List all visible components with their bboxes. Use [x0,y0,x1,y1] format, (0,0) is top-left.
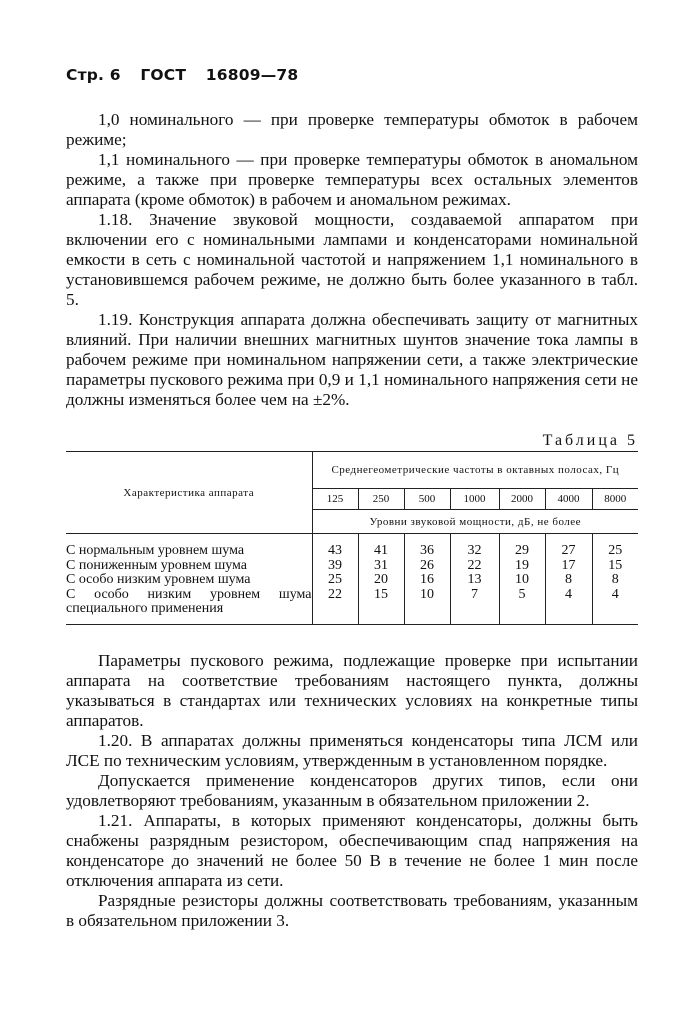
values-column-125 [312,534,358,625]
value: 5 [518,586,526,602]
value: 10 [420,586,434,602]
paragraph: Разрядные резисторы должны соответствовать требованиям, указанным в обязательном приложении 3. [66,891,638,930]
frequency-cell: 1000 [450,489,499,510]
row-label: С особо низким уровнем шума специального применения [66,586,312,616]
value: 22 [328,586,342,602]
values-column-500 [404,534,450,625]
paragraph: 1,1 номинального — при проверке температуры обмоток в аномальном режиме, а также при проверке температуры всех остальных элементов аппарата (кроме обмоток) в рабочем и аномальном режимах. [66,150,638,209]
frequency-cell: 4000 [545,489,592,510]
value: 19 [515,557,529,573]
value: 10 [515,572,529,587]
table-header-characteristic: Характеристика аппарата [66,452,312,534]
values-column-1000 [450,534,499,625]
value: 15 [374,586,388,602]
values-column-2000 [499,534,545,625]
value: 25 [608,543,623,558]
page-number: Стр. 6 [66,66,121,84]
value: 32 [467,543,482,558]
standard-number: 16809—78 [205,66,299,84]
value: 26 [420,557,434,573]
paragraph: 1.18. Значение звуковой мощности, создаваемой аппаратом при включении его с номинальными лампами и конденсаторами номинальной емкости в сеть с номинальной частотой и напряжением 1,1 номинального в установившемся рабочем режиме, не должно быть более указанного в табл. 5. [66,210,638,309]
value: 15 [608,557,623,573]
value: 8 [565,572,572,587]
value: 43 [328,543,342,558]
frequency-cell: 125 [312,489,358,510]
paragraph: Допускается применение конденсаторов других типов, если они удовлетворяют требованиям, указанным в обязательном приложении 2. [66,771,638,810]
values-column-4000 [545,534,592,625]
table-header-units: Уровни звуковой мощности, дБ, не более [312,510,638,534]
paragraph: 1.20. В аппаратах должны применяться конденсаторы типа ЛСМ или ЛСЕ по техническим условиям, утвержденным в установленном порядке. [66,731,638,770]
frequency-cell: 2000 [499,489,545,510]
value: 16 [420,572,434,587]
value: 41 [374,543,388,558]
paragraph: 1,0 номинального — при проверке температуры обмоток в рабочем режиме; [66,110,638,149]
paragraph: 1.19. Конструкция аппарата должна обеспечивать защиту от магнитных влияний. При наличии внешних магнитных шунтов значение тока лампы в рабочем режиме при номинальном напряжении сети, а также электрические параметры пускового режима при 0,9 и 1,1 номинального напряжения сети не должны изменяться более чем на ±2%. [66,310,638,409]
values-column-8000 [592,534,638,625]
value: 13 [467,572,482,587]
frequency-cell: 8000 [592,489,638,510]
value: 25 [328,572,342,587]
standard-name: ГОСТ [140,66,187,84]
value: 4 [565,586,572,602]
value: 4 [611,586,619,602]
value: 8 [611,572,619,587]
row-label: С особо низким уровнем шума [66,572,251,587]
page-header [66,66,298,84]
body-text-top [66,110,638,410]
value: 7 [471,586,478,602]
paragraph: Параметры пускового режима, подлежащие проверке при испытании аппарата на соответствие требованиям настоящего пункта, должны указываться в стандартах или технических условиях на конкретные типы аппаратов. [66,651,638,730]
value: 20 [374,572,388,587]
frequency-cell: 250 [358,489,404,510]
row-label: С пониженным уровнем шума [66,557,248,573]
row-labels-cell [66,534,312,625]
value: 31 [374,557,388,573]
value: 27 [561,543,576,558]
row-label: С нормальным уровнем шума [66,543,245,558]
sound-power-table [66,451,638,625]
table-caption: Таблица 5 [542,432,638,449]
values-column-250 [358,534,404,625]
value: 29 [515,543,529,558]
value: 22 [467,557,482,573]
value: 36 [420,543,434,558]
table-header-frequencies: Среднегеометрические частоты в октавных полосах, Гц [312,452,638,489]
frequency-cell: 500 [404,489,450,510]
paragraph: 1.21. Аппараты, в которых применяют конденсаторы, должны быть снабжены разрядным резистором, обеспечивающим спад напряжения на конденсаторе до значений не более 50 В в течение не более 1 мин после отключения аппарата из сети. [66,811,638,890]
body-text-bottom [66,651,638,931]
value: 17 [561,557,576,573]
value: 39 [328,557,342,573]
